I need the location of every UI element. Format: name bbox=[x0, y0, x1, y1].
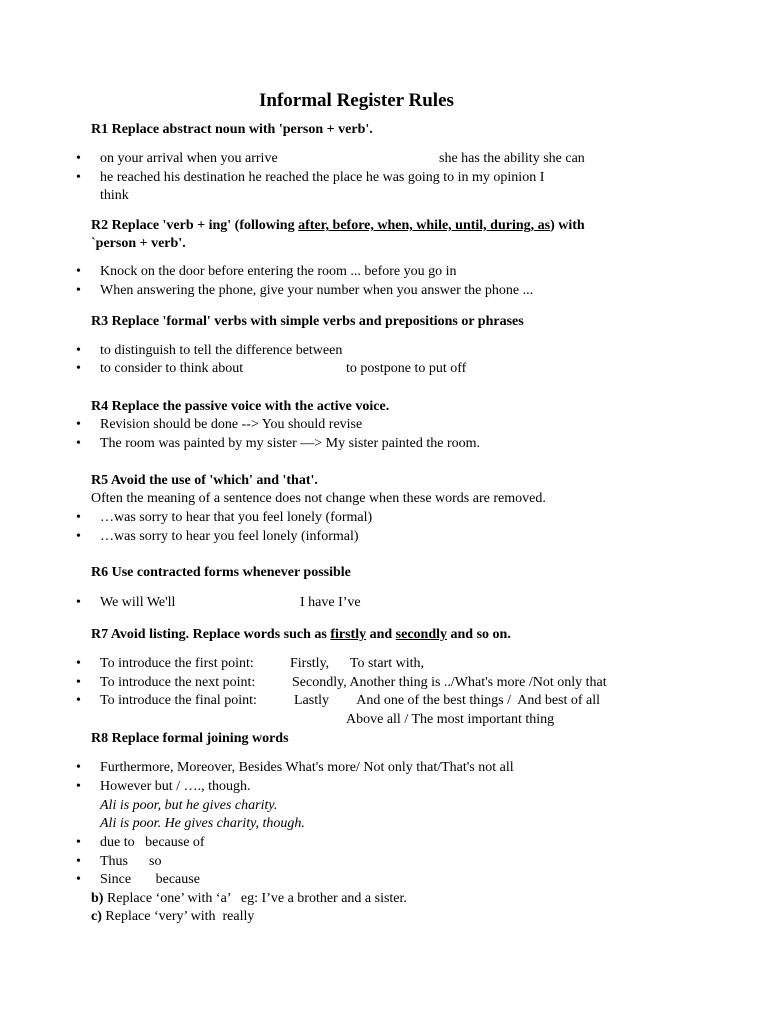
r1-item2-line1: he reached his destination he reached the place he was going to in my opinion I bbox=[100, 170, 545, 185]
bullet: • bbox=[76, 835, 81, 850]
bullet: • bbox=[76, 436, 81, 451]
bullet: • bbox=[76, 656, 81, 671]
bullet: • bbox=[76, 529, 81, 544]
r7-item1-label: To introduce the first point: bbox=[100, 656, 254, 671]
r3-heading: R3 Replace 'formal' verbs with simple verbs and prepositions or phrases bbox=[91, 314, 524, 329]
r7-heading-firstly: firstly bbox=[330, 627, 367, 642]
r2-item1: Knock on the door before entering the room ... before you go in bbox=[100, 264, 457, 279]
bullet: • bbox=[76, 779, 81, 794]
bullet: • bbox=[76, 675, 81, 690]
r2-heading-line2: `person + verb'. bbox=[91, 236, 186, 251]
bullet: • bbox=[76, 510, 81, 525]
r8-example2: Ali is poor. He gives charity, though. bbox=[100, 816, 305, 831]
r8-b-text: Replace ‘one’ with ‘a’ eg: I’ve a brother and a sister. bbox=[103, 891, 407, 906]
r8-b-label: b) bbox=[91, 891, 104, 906]
r7-heading-secondly: secondly bbox=[395, 627, 448, 642]
bullet: • bbox=[76, 343, 81, 358]
bullet: • bbox=[76, 417, 81, 432]
r8-item1: Furthermore, Moreover, Besides What's more/ Not only that/That's not all bbox=[100, 760, 514, 775]
r3-item2-left: to consider to think about bbox=[100, 361, 244, 376]
r7-item3-continuation: Above all / The most important thing bbox=[346, 712, 555, 727]
r7-heading-post: and so on. bbox=[447, 627, 511, 642]
r5-item2: …was sorry to hear you feel lonely (informal) bbox=[100, 529, 359, 544]
r3-item2-right: to postpone to put off bbox=[346, 361, 467, 376]
r8-c-line bbox=[91, 908, 254, 926]
r6-heading: R6 Use contracted forms whenever possible bbox=[91, 565, 351, 580]
r7-item2-value: Secondly, Another thing is ../What's more /Not only that bbox=[292, 675, 607, 690]
r5-note: Often the meaning of a sentence does not change when these words are removed. bbox=[91, 491, 546, 506]
r7-item3-label: To introduce the final point: bbox=[100, 693, 257, 708]
r2-item2: When answering the phone, give your number when you answer the phone ... bbox=[100, 283, 534, 298]
r2-heading-post: ) with bbox=[550, 218, 585, 233]
r1-item1-right: she has the ability she can bbox=[439, 151, 585, 166]
r2-heading-pre: R2 Replace 'verb + ing' (following bbox=[91, 218, 299, 233]
bullet: • bbox=[76, 760, 81, 775]
bullet: • bbox=[76, 693, 81, 708]
r7-item2-label: To introduce the next point: bbox=[100, 675, 256, 690]
r6-item1-right: I have I’ve bbox=[300, 595, 361, 610]
r8-item5: Since because bbox=[100, 872, 200, 887]
r4-heading: R4 Replace the passive voice with the active voice. bbox=[91, 399, 390, 414]
r7-item1-value: Firstly, To start with, bbox=[290, 656, 424, 671]
r8-item3: due to because of bbox=[100, 835, 205, 850]
r8-c-text: Replace ‘very’ with really bbox=[101, 909, 255, 924]
bullet: • bbox=[76, 283, 81, 298]
r8-item4: Thus so bbox=[100, 854, 162, 869]
r2-heading bbox=[91, 217, 585, 235]
r1-item1-left: on your arrival when you arrive bbox=[100, 151, 278, 166]
r3-item1: to distinguish to tell the difference between bbox=[100, 343, 343, 358]
r8-item2: However but / …., though. bbox=[100, 779, 251, 794]
r5-heading: R5 Avoid the use of 'which' and 'that'. bbox=[91, 473, 318, 488]
r7-heading-mid: and bbox=[366, 627, 396, 642]
r8-heading: R8 Replace formal joining words bbox=[91, 731, 289, 746]
page-title: Informal Register Rules bbox=[259, 90, 454, 111]
r4-item1: Revision should be done --> You should revise bbox=[100, 417, 363, 432]
r6-item1-left: We will We'll bbox=[100, 595, 176, 610]
r1-item2-line2: think bbox=[100, 188, 129, 203]
r1-heading: R1 Replace abstract noun with 'person + verb'. bbox=[91, 122, 373, 137]
r8-b-line bbox=[91, 890, 407, 908]
bullet: • bbox=[76, 170, 81, 185]
bullet: • bbox=[76, 361, 81, 376]
r4-item2: The room was painted by my sister —> My sister painted the room. bbox=[100, 436, 480, 451]
bullet: • bbox=[76, 595, 81, 610]
r5-item1: …was sorry to hear that you feel lonely (formal) bbox=[100, 510, 373, 525]
r7-item3-value: Lastly And one of the best things / And best of all bbox=[294, 693, 601, 708]
r8-example1: Ali is poor, but he gives charity. bbox=[100, 798, 278, 813]
bullet: • bbox=[76, 151, 81, 166]
bullet: • bbox=[76, 264, 81, 279]
r2-heading-underlined: after, before, when, while, until, during, as bbox=[298, 218, 551, 233]
r8-c-label: c) bbox=[91, 909, 102, 924]
bullet: • bbox=[76, 854, 81, 869]
bullet: • bbox=[76, 872, 81, 887]
r7-heading-pre: R7 Avoid listing. Replace words such as bbox=[91, 627, 331, 642]
r7-heading bbox=[91, 626, 511, 644]
